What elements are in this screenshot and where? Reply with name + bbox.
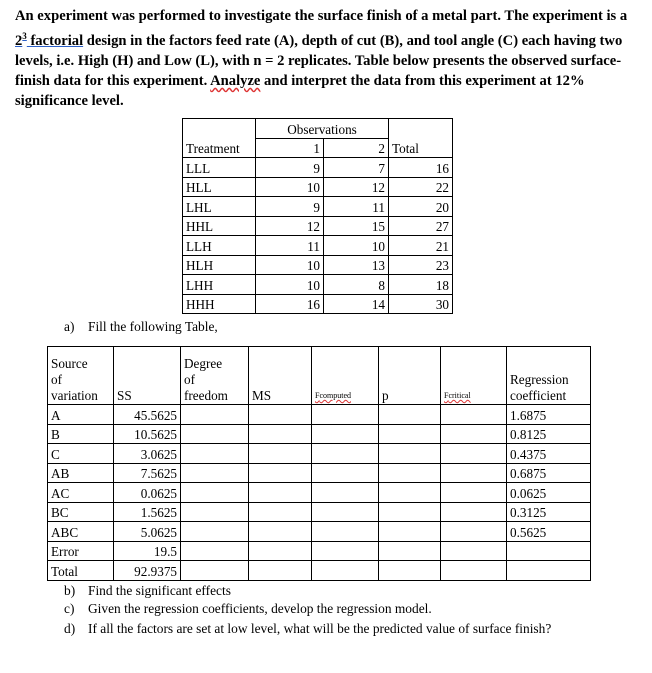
p-cell[interactable] [379, 444, 441, 464]
p-cell[interactable] [379, 424, 441, 444]
ms-cell[interactable] [249, 424, 312, 444]
ms-cell[interactable] [249, 483, 312, 503]
total-cell: 22 [389, 177, 453, 197]
f-critical-cell[interactable] [441, 424, 507, 444]
treatment-cell: HLH [183, 255, 256, 275]
header-line: coefficient [510, 388, 567, 403]
total-cell: 16 [389, 158, 453, 178]
dof-cell[interactable] [181, 502, 249, 522]
total-cell: 30 [389, 294, 453, 314]
f-symbol: F [444, 391, 449, 400]
source-cell: AC [48, 483, 114, 503]
treatment-cell: LHH [183, 275, 256, 295]
source-cell: A [48, 405, 114, 425]
source-cell: Total [48, 561, 114, 581]
observations-header: Observations [256, 119, 389, 139]
obs1-cell: 10 [256, 255, 324, 275]
dof-cell[interactable] [181, 424, 249, 444]
ss-cell: 0.0625 [114, 483, 181, 503]
source-cell: Error [48, 541, 114, 561]
total-cell: 23 [389, 255, 453, 275]
p-cell[interactable] [379, 541, 441, 561]
table-row [48, 424, 591, 444]
header-ms: MS [249, 347, 312, 405]
coef-cell: 0.5625 [507, 522, 591, 542]
obs2-cell: 15 [324, 216, 389, 236]
obs1-cell: 10 [256, 177, 324, 197]
header-obs-2: 2 [324, 138, 389, 158]
p-cell[interactable] [379, 463, 441, 483]
table-row [183, 236, 453, 256]
ms-cell[interactable] [249, 405, 312, 425]
obs2-cell: 13 [324, 255, 389, 275]
f-subscript: computed [319, 391, 351, 400]
p-cell[interactable] [379, 405, 441, 425]
table-row [48, 444, 591, 464]
coef-cell [507, 561, 591, 581]
table-row [183, 255, 453, 275]
coef-cell: 0.4375 [507, 444, 591, 464]
spellcheck-word: Analyze [210, 72, 261, 89]
ss-cell: 1.5625 [114, 502, 181, 522]
ss-cell: 3.0625 [114, 444, 181, 464]
f-computed-cell[interactable] [312, 561, 379, 581]
intro-exponent: 3 [22, 31, 27, 41]
ss-cell: 10.5625 [114, 424, 181, 444]
table-row [183, 197, 453, 217]
question-text: Fill the following Table, [88, 319, 218, 334]
f-critical-cell[interactable] [441, 483, 507, 503]
f-critical-cell[interactable] [441, 502, 507, 522]
f-symbol: F [315, 391, 320, 400]
obs1-cell: 12 [256, 216, 324, 236]
header-line: Source [51, 356, 88, 371]
table-row [48, 502, 591, 522]
coef-cell: 1.6875 [507, 405, 591, 425]
coef-cell [507, 541, 591, 561]
question-text: Find the significant effects [88, 583, 231, 598]
ss-cell: 19.5 [114, 541, 181, 561]
ms-cell[interactable] [249, 522, 312, 542]
obs2-cell: 10 [324, 236, 389, 256]
source-cell: ABC [48, 522, 114, 542]
dof-cell[interactable] [181, 541, 249, 561]
treatment-cell: HHL [183, 216, 256, 236]
table-row [183, 158, 453, 178]
table-row [183, 275, 453, 295]
header-p: p [379, 347, 441, 405]
ss-cell: 45.5625 [114, 405, 181, 425]
intro-text: and interpret the data from this experiment at 12% significance level. [15, 72, 585, 109]
ms-cell[interactable] [249, 561, 312, 581]
p-cell[interactable] [379, 502, 441, 522]
f-computed-cell[interactable] [312, 502, 379, 522]
f-critical-cell[interactable] [441, 541, 507, 561]
f-computed-cell[interactable] [312, 444, 379, 464]
total-cell: 18 [389, 275, 453, 295]
header-treatment: Treatment [183, 138, 256, 158]
p-cell[interactable] [379, 561, 441, 581]
treatment-cell: LLL [183, 158, 256, 178]
intro-base: 2 [15, 32, 23, 49]
ms-cell[interactable] [249, 463, 312, 483]
source-cell: BC [48, 502, 114, 522]
table-row [48, 522, 591, 542]
source-cell: AB [48, 463, 114, 483]
coef-cell: 0.3125 [507, 502, 591, 522]
total-cell: 27 [389, 216, 453, 236]
header-source [48, 347, 114, 405]
dof-cell[interactable] [181, 561, 249, 581]
obs2-cell: 7 [324, 158, 389, 178]
obs2-cell: 12 [324, 177, 389, 197]
obs1-cell: 9 [256, 197, 324, 217]
f-computed-cell[interactable] [312, 483, 379, 503]
table-row [48, 561, 591, 581]
header-f-computed [312, 347, 379, 405]
header-ss: SS [114, 347, 181, 405]
source-cell: C [48, 444, 114, 464]
f-critical-cell[interactable] [441, 522, 507, 542]
f-critical-cell[interactable] [441, 405, 507, 425]
f-critical-cell[interactable] [441, 463, 507, 483]
table-row [183, 294, 453, 314]
total-cell: 20 [389, 197, 453, 217]
question-label: b) [64, 583, 76, 598]
question-text: If all the factors are set at low level, what will be the predicted value of surface finish? [88, 621, 552, 636]
obs1-cell: 11 [256, 236, 324, 256]
treatment-cell: LHL [183, 197, 256, 217]
p-cell[interactable] [379, 483, 441, 503]
coef-cell: 0.0625 [507, 483, 591, 503]
header-dof [181, 347, 249, 405]
treatment-cell: LLH [183, 236, 256, 256]
treatment-cell: HHH [183, 294, 256, 314]
p-cell[interactable] [379, 522, 441, 542]
ss-cell: 92.9375 [114, 561, 181, 581]
observations-table [182, 118, 453, 314]
f-computed-cell[interactable] [312, 541, 379, 561]
question-text: Given the regression coefficients, develop the regression model. [88, 601, 432, 616]
dof-cell[interactable] [181, 483, 249, 503]
table-row [183, 177, 453, 197]
dof-cell[interactable] [181, 522, 249, 542]
intro-text: design in the factors feed rate (A), depth of cut (B), and tool angle (C) each having two levels, i.e. High (H) and Low (L), with n = 2 replicates. Table below presents the observed surface-finish data for this experiment. [15, 32, 623, 89]
dof-cell[interactable] [181, 405, 249, 425]
empty-cell [389, 119, 453, 139]
ms-cell[interactable] [249, 444, 312, 464]
obs1-cell: 16 [256, 294, 324, 314]
f-computed-cell[interactable] [312, 463, 379, 483]
f-computed-cell[interactable] [312, 424, 379, 444]
obs2-cell: 11 [324, 197, 389, 217]
factorial-link[interactable]: factorial [26, 32, 84, 49]
f-critical-cell[interactable] [441, 561, 507, 581]
header-line: freedom [184, 388, 228, 403]
table-row [48, 541, 591, 561]
header-line: Regression [510, 372, 569, 387]
header-obs-1: 1 [256, 138, 324, 158]
table-row [48, 483, 591, 503]
coef-cell: 0.6875 [507, 463, 591, 483]
problem-statement [15, 6, 640, 111]
table-row [183, 216, 453, 236]
obs2-cell: 14 [324, 294, 389, 314]
question-label: d) [64, 621, 76, 636]
dof-cell[interactable] [181, 444, 249, 464]
ms-cell[interactable] [249, 541, 312, 561]
f-critical-cell[interactable] [441, 444, 507, 464]
treatment-cell: HLL [183, 177, 256, 197]
total-cell: 21 [389, 236, 453, 256]
header-line: variation [51, 388, 98, 403]
empty-cell [183, 119, 256, 139]
dof-cell[interactable] [181, 463, 249, 483]
coef-cell: 0.8125 [507, 424, 591, 444]
header-f-critical [441, 347, 507, 405]
anova-table [47, 346, 591, 581]
table-row [48, 463, 591, 483]
obs2-cell: 8 [324, 275, 389, 295]
ss-cell: 5.0625 [114, 522, 181, 542]
header-total: Total [389, 138, 453, 158]
header-line: Degree [184, 356, 223, 371]
obs1-cell: 9 [256, 158, 324, 178]
intro-text: An experiment was performed to investigate the surface finish of a metal part. The experiment is a [15, 8, 628, 24]
ss-cell: 7.5625 [114, 463, 181, 483]
f-computed-cell[interactable] [312, 522, 379, 542]
header-regression [507, 347, 591, 405]
header-line: of [184, 372, 195, 387]
f-subscript: critical [448, 391, 471, 400]
obs1-cell: 10 [256, 275, 324, 295]
question-label: a) [64, 319, 75, 334]
table-row [48, 405, 591, 425]
header-line: of [51, 372, 62, 387]
source-cell: B [48, 424, 114, 444]
question-label: c) [64, 601, 75, 616]
ms-cell[interactable] [249, 502, 312, 522]
f-computed-cell[interactable] [312, 405, 379, 425]
